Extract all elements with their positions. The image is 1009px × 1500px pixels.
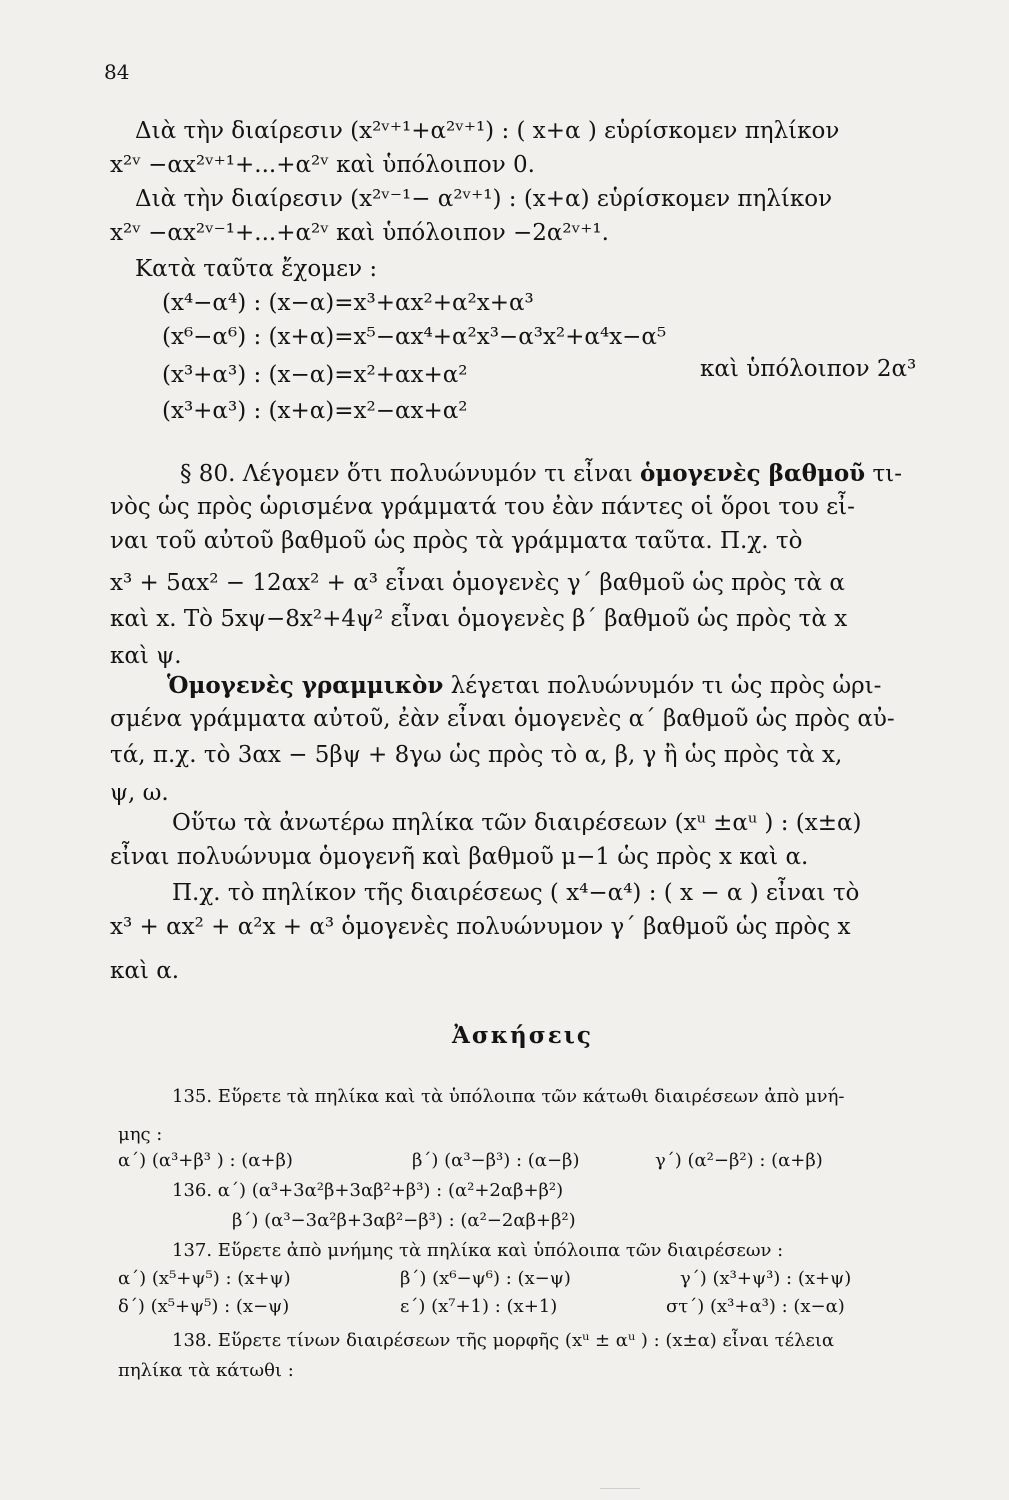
text-line: ψ, ω.: [110, 780, 169, 806]
exercise-135-cont: μης :: [118, 1124, 163, 1145]
term-homogeneous-degree: ὁμογενὲς βαθμοῦ: [640, 460, 866, 487]
formula-line: (x⁶−α⁶) : (x+α)=x⁵−αx⁴+α²x³−α³x²+α⁴x−α⁵: [162, 324, 667, 350]
exercise-item: α΄) (α³+β³ ) : (α+β): [118, 1150, 293, 1171]
exercise-item: β΄) (α³−β³) : (α−β): [412, 1150, 580, 1171]
exercise-item: ε΄) (x⁷+1) : (x+1): [400, 1296, 558, 1317]
text-line: καὶ x. Τὸ 5xψ−8x²+4ψ² εἶναι ὁμογενὲς β΄ βαθμοῦ ὡς πρὸς τὰ x: [110, 606, 848, 632]
text-line: Διὰ τὴν διαίρεσιν (x²ᵛ⁻¹− α²ᵛ⁺¹) : (x+α) εὑρίσκομεν πηλίκον: [135, 186, 833, 212]
text-line: τά, π.χ. τὸ 3αx − 5βψ + 8γω ὡς πρὸς τὸ α, β, γ ἢ ὡς πρὸς τὰ x,: [110, 742, 843, 768]
text-line: x²ᵛ −αx²ᵛ⁻¹+...+α²ᵛ καὶ ὑπόλοιπον −2α²ᵛ⁺¹.: [110, 220, 609, 246]
text-line: Διὰ τὴν διαίρεσιν (x²ᵛ⁺¹+α²ᵛ⁺¹) : ( x+α ) εὑρίσκομεν πηλίκον: [135, 118, 840, 144]
text-line: νὸς ὡς πρὸς ὡρισμένα γράμματά του ἐὰν πάντες οἱ ὅροι του εἶ-: [110, 494, 855, 520]
exercise-136-b: β΄) (α³−3α²β+3αβ²−β³) : (α²−2αβ+β²): [232, 1210, 576, 1231]
exercise-135: 135. Εὕρετε τὰ πηλίκα καὶ τὰ ὑπόλοιπα τῶν κάτωθι διαιρέσεων ἀπὸ μνή-: [172, 1086, 845, 1107]
text-line: καὶ α.: [110, 958, 180, 984]
text-line: Οὕτω τὰ ἀνωτέρω πηλίκα τῶν διαιρέσεων (xᵘ ±αᵘ ) : (x±α): [172, 810, 862, 836]
exercise-item: α΄) (x⁵+ψ⁵) : (x+ψ): [118, 1268, 291, 1289]
page-number: 84: [104, 60, 130, 84]
text-line: σμένα γράμματα αὐτοῦ, ἐὰν εἶναι ὁμογενὲς α΄ βαθμοῦ ὡς πρὸς αὐ-: [110, 706, 895, 732]
text-line: x²ᵛ −αx²ᵛ⁺¹+...+α²ᵛ καὶ ὑπόλοιπον 0.: [110, 152, 535, 178]
exercise-item: γ΄) (α²−β²) : (α+β): [655, 1150, 823, 1171]
formula-line: (x³+α³) : (x+α)=x²−αx+α²: [162, 398, 468, 424]
exercise-138-cont: πηλίκα τὰ κάτωθι :: [118, 1360, 294, 1381]
exercise-item: στ΄) (x³+α³) : (x−α): [666, 1296, 845, 1317]
remainder-note: καὶ ὑπόλοιπον 2α³: [700, 356, 917, 382]
text-line: ναι τοῦ αὐτοῦ βαθμοῦ ὡς πρὸς τὰ γράμματα ταῦτα. Π.χ. τὸ: [110, 528, 803, 554]
exercise-item: β΄) (x⁶−ψ⁶) : (x−ψ): [400, 1268, 571, 1289]
hyphenated-word: τι-: [872, 461, 902, 487]
section-80-text: § 80. Λέγομεν ὅτι πολυώνυμόν τι εἶναι: [180, 461, 633, 487]
exercises-heading: Ἀσκήσεις: [452, 1022, 593, 1049]
text-fragment: λέγεται πολυώνυμόν τι ὡς πρὸς ὡρι-: [450, 673, 882, 699]
text-line: καὶ ψ.: [110, 643, 182, 669]
text-line: εἶναι πολυώνυμα ὁμογενῆ καὶ βαθμοῦ μ−1 ὡς πρὸς x καὶ α.: [110, 844, 809, 870]
text-line: x³ + αx² + α²x + α³ ὁμογενὲς πολυώνυμον γ΄ βαθμοῦ ὡς πρὸς x: [110, 914, 851, 940]
exercise-item: δ΄) (x⁵+ψ⁵) : (x−ψ): [118, 1296, 290, 1317]
formula-line: (x³+α³) : (x−α)=x²+αx+α²: [162, 362, 468, 388]
section-80-line: [180, 460, 902, 489]
term-linear-homogeneous: Ὁμογενὲς γραμμικὸν: [167, 672, 444, 699]
exercise-item: γ΄) (x³+ψ³) : (x+ψ): [680, 1268, 852, 1289]
bottom-mark: [600, 1488, 640, 1489]
text-line: Π.χ. τὸ πηλίκον τῆς διαιρέσεως ( x⁴−α⁴) : ( x − α ) εἶναι τὸ: [172, 880, 860, 906]
formula-line: (x⁴−α⁴) : (x−α)=x³+αx²+α²x+α³: [162, 290, 534, 316]
text-line: x³ + 5αx² − 12αx² + α³ εἶναι ὁμογενὲς γ΄ βαθμοῦ ὡς πρὸς τὰ α: [110, 570, 845, 596]
linear-homogeneous-line: [167, 672, 881, 701]
exercise-137: 137. Εὕρετε ἀπὸ μνήμης τὰ πηλίκα καὶ ὑπόλοιπα τῶν διαιρέσεων :: [172, 1240, 784, 1261]
exercise-136: 136. α΄) (α³+3α²β+3αβ²+β³) : (α²+2αβ+β²): [172, 1180, 564, 1201]
exercise-138: 138. Εὕρετε τίνων διαιρέσεων τῆς μορφῆς (xᵘ ± αᵘ ) : (x±α) εἶναι τέλεια: [172, 1330, 835, 1351]
text-line: Κατὰ ταῦτα ἔχομεν :: [135, 256, 378, 282]
